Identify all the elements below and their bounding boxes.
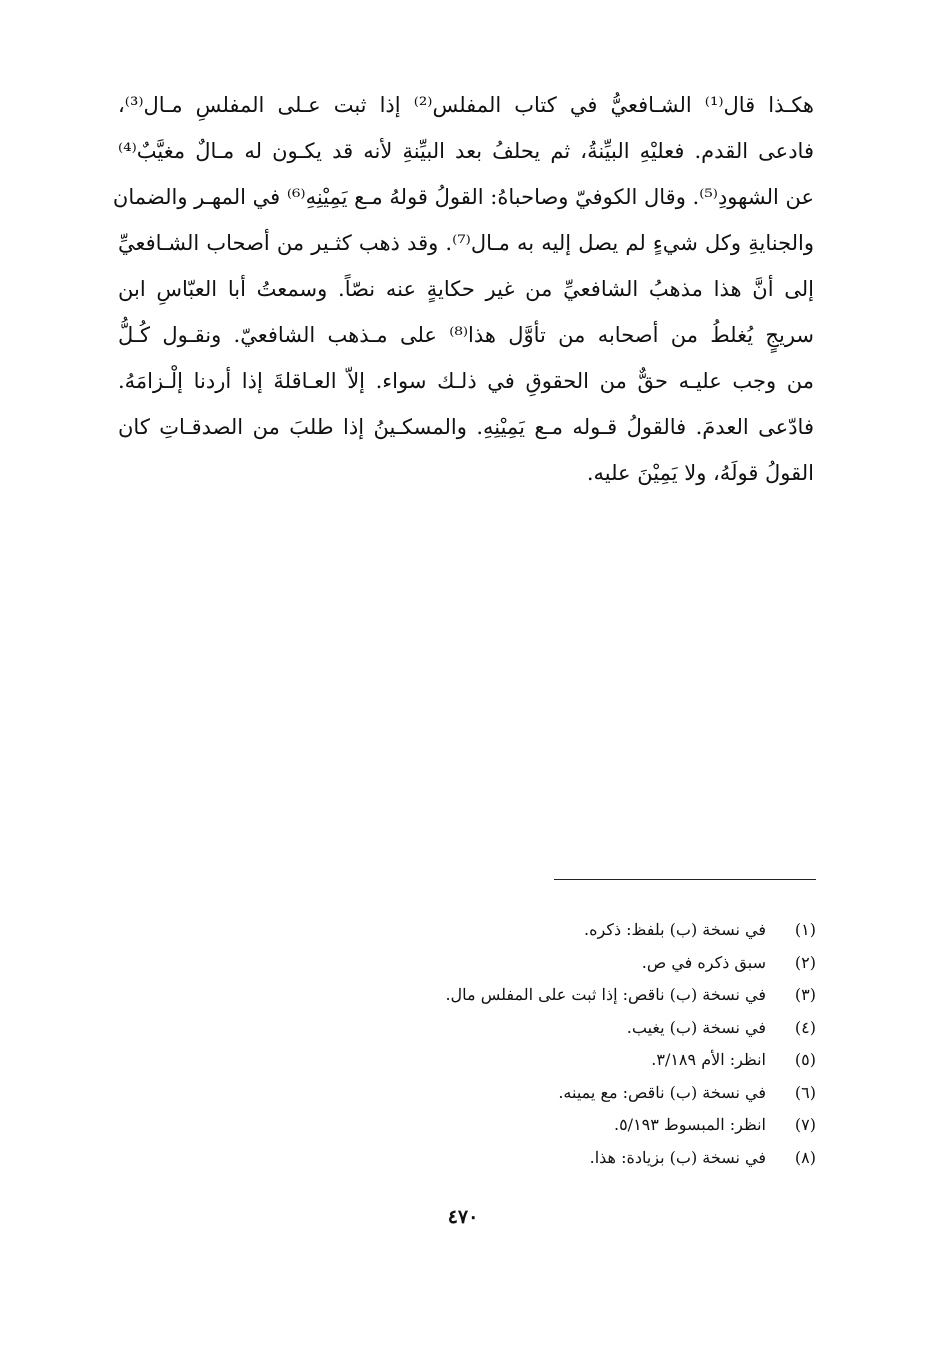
- text-line: من وجب عليـه حقٌّ من الحقوقِ في ذلـك سواء. إلاّ العـاقلةَ إذا أردنا إلْـزامَهُ.: [118, 369, 814, 393]
- footnote-item: [296, 1012, 816, 1045]
- footnote-number: (١): [794, 920, 816, 939]
- footnote-item: [296, 1044, 816, 1077]
- footnote-number: (٨): [794, 1147, 816, 1167]
- footnote-text: في نسخة (ب) يغيب.: [626, 1017, 766, 1037]
- text-line: فادّعى العدمَ. فالقولُ قـوله مـع يَمِيْنِهِ. والمسكـينُ إذا طلبَ من الصدقـاتِ كان: [118, 415, 814, 439]
- footnote-text: انظر: الأم ٣/١٨٩.: [651, 1050, 766, 1069]
- footnote-number: (٤): [794, 1017, 816, 1037]
- text-line: والجنايةِ وكل شيءٍ لم يصل إليه به مـال⁽⁷⁾. وقد ذهب كثـير من أصحاب الشـافعيِّ: [118, 231, 814, 255]
- footnote-item: [296, 1109, 816, 1142]
- text-line: إلى أنَّ هذا مذهبُ الشافعيِّ من غير حكايةٍ عنه نصّاً. وسمعتُ أبا العبّاسِ ابن: [118, 277, 814, 301]
- footnote-text: في نسخة (ب) بزيادة: هذا.: [589, 1147, 766, 1167]
- footnote-number: (٦): [794, 1082, 816, 1102]
- text-line: هكـذا قال⁽¹⁾ الشـافعيُّ في كتاب المفلس⁽²⁾ إذا ثبت عـلى المفلسِ مـال⁽³⁾،: [118, 93, 814, 117]
- footnote-item: [296, 979, 816, 1012]
- footnote-text: انظر: المبسوط ٥/١٩٣.: [613, 1115, 766, 1134]
- page-number: ٤٧٠: [447, 1206, 479, 1228]
- footnote-item: [296, 914, 816, 947]
- text-line: عن الشهودِ⁽⁵⁾. وقال الكوفيّ وصاحباهُ: القولُ قولهُ مـع يَمِيْنِهِ⁽⁶⁾ في المهـر والضمان: [112, 185, 814, 209]
- footnote-separator: [554, 879, 816, 880]
- main-text-body: [112, 82, 814, 496]
- footnote-number: (٥): [794, 1050, 816, 1069]
- text-line: سريجٍ يُغلطُ من أصحابه من تأوَّل هذا⁽⁸⁾ على مـذهب الشافعيّ. ونقـول كُـلُّ: [118, 323, 814, 347]
- text-line: فادعى القدم. فعليْهِ البيِّنةُ، ثم يحلفُ بعد البيِّنةِ لأنه قد يكـون له مـالٌ مغيَّبٌ⁽⁴⁾: [118, 139, 814, 163]
- footnote-number: (٧): [794, 1115, 816, 1134]
- footnotes-list: [296, 914, 816, 1174]
- footnote-text: في نسخة (ب) بلفظ: ذكره.: [584, 920, 766, 939]
- footnote-number: (٢): [794, 952, 816, 972]
- footnote-text: في نسخة (ب) ناقص: إذا ثبت على المفلس مال.: [445, 985, 766, 1004]
- footnote-item: [296, 1142, 816, 1175]
- footnote-number: (٣): [794, 985, 816, 1004]
- text-line: القولُ قولَهُ، ولا يَمِيْنَ عليه.: [586, 461, 814, 485]
- footnote-item: [296, 947, 816, 980]
- footnote-text: في نسخة (ب) ناقص: مع يمينه.: [558, 1082, 766, 1102]
- footnote-text: سبق ذكره في ص.: [641, 952, 766, 972]
- footnote-item: [296, 1077, 816, 1110]
